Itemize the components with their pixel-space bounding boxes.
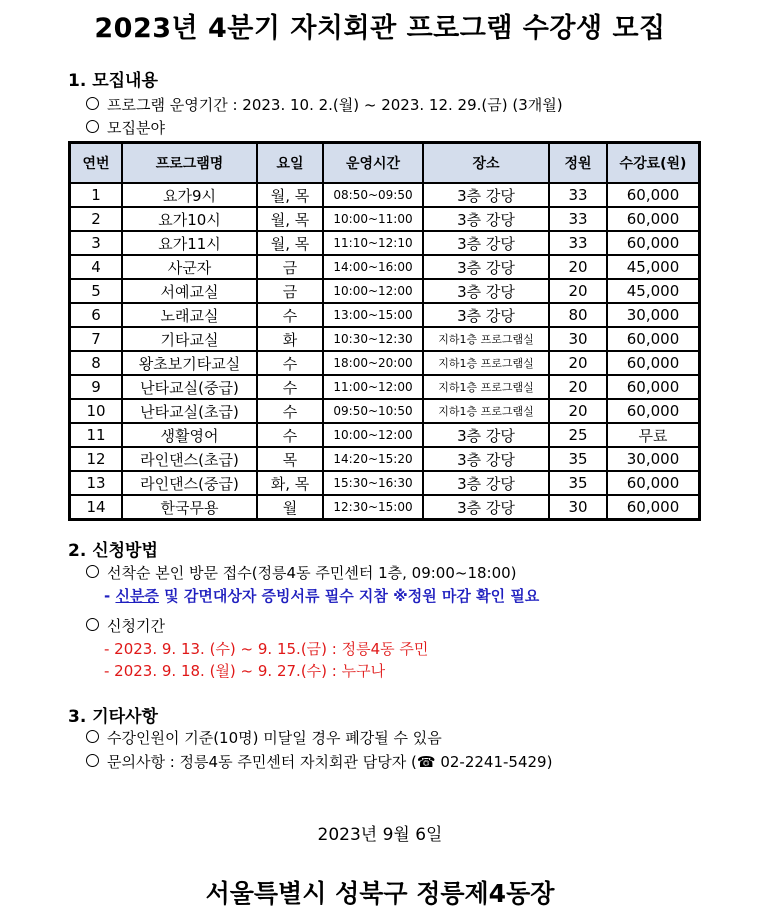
circle-bullet-icon [86,730,99,743]
cell-no: 13 [70,471,122,495]
cell-capacity: 33 [549,207,607,231]
cell-no: 14 [70,495,122,519]
cell-fee: 60,000 [607,183,699,207]
cell-capacity: 35 [549,447,607,471]
cell-no: 6 [70,303,122,327]
application-method-text: 선착순 본인 방문 접수(정릉4동 주민센터 1층, 09:00~18:00) [107,564,517,582]
table-header-row [70,143,699,183]
cell-capacity: 20 [549,279,607,303]
cell-day: 월, 목 [257,183,323,207]
cell-program: 서예교실 [122,279,257,303]
table-row [70,279,699,303]
cell-capacity: 35 [549,471,607,495]
cell-place: 지하1층 프로그램실 [423,351,549,375]
cell-place: 3층 강당 [423,279,549,303]
cell-place: 3층 강당 [423,303,549,327]
cell-day: 금 [257,255,323,279]
cell-time: 13:00~15:00 [323,303,423,327]
cell-program: 노래교실 [122,303,257,327]
table-row [70,471,699,495]
cell-fee: 60,000 [607,495,699,519]
cell-program: 라인댄스(중급) [122,471,257,495]
application-period-anyone: - 2023. 9. 18. (월) ~ 9. 27.(수) : 누구나 [104,662,386,680]
circle-bullet-icon [86,97,99,110]
cell-time: 10:00~12:00 [323,279,423,303]
cell-time: 18:00~20:00 [323,351,423,375]
header-time: 운영시간 [323,143,423,183]
header-capacity: 정원 [549,143,607,183]
cell-fee: 30,000 [607,303,699,327]
cell-time: 14:00~16:00 [323,255,423,279]
note-rest: 및 감면대상자 증빙서류 필수 지참 ※정원 마감 확인 필요 [158,587,540,605]
cell-time: 08:50~09:50 [323,183,423,207]
cell-no: 9 [70,375,122,399]
cell-program: 라인댄스(초급) [122,447,257,471]
cell-no: 3 [70,231,122,255]
cell-place: 3층 강당 [423,471,549,495]
cell-capacity: 30 [549,327,607,351]
cell-day: 금 [257,279,323,303]
cell-day: 수 [257,351,323,375]
cell-place: 3층 강당 [423,231,549,255]
required-documents-note [104,585,539,606]
circle-bullet-icon [86,565,99,578]
cell-day: 월, 목 [257,231,323,255]
cancellation-note [86,727,442,748]
cell-program: 요가11시 [122,231,257,255]
cell-no: 1 [70,183,122,207]
issuing-organization: 서울특별시 성북구 정릉제4동장 [205,879,555,908]
application-method [86,562,517,583]
cell-capacity: 33 [549,183,607,207]
cell-fee: 60,000 [607,207,699,231]
section3-heading: 3. 기타사항 [68,707,158,727]
cell-place: 3층 강당 [423,207,549,231]
program-table [68,141,701,521]
cell-no: 8 [70,351,122,375]
cell-place: 지하1층 프로그램실 [423,399,549,423]
cell-program: 난타교실(초급) [122,399,257,423]
header-day: 요일 [257,143,323,183]
table-row [70,303,699,327]
cell-no: 11 [70,423,122,447]
cell-fee: 45,000 [607,279,699,303]
cell-fee: 60,000 [607,471,699,495]
cell-day: 수 [257,399,323,423]
operation-period-text: 프로그램 운영기간 : 2023. 10. 2.(월) ~ 2023. 12. 29.(금) (3개월) [107,96,563,114]
application-period-residents: - 2023. 9. 13. (수) ~ 9. 15.(금) : 정릉4동 주민 [104,640,429,658]
cell-place: 3층 강당 [423,183,549,207]
cell-day: 월, 목 [257,207,323,231]
cell-day: 목 [257,447,323,471]
table-row [70,495,699,519]
cell-place: 3층 강당 [423,423,549,447]
cell-program: 생활영어 [122,423,257,447]
cell-fee: 60,000 [607,231,699,255]
cell-fee: 60,000 [607,351,699,375]
cell-no: 10 [70,399,122,423]
header-fee: 수강료(원) [607,143,699,183]
operation-period [86,94,563,115]
table-row [70,423,699,447]
circle-bullet-icon [86,120,99,133]
cell-no: 4 [70,255,122,279]
issue-date: 2023년 9월 6일 [317,825,443,845]
cancellation-note-text: 수강인원이 기준(10명) 미달일 경우 폐강될 수 있음 [107,729,442,747]
cell-fee: 무료 [607,423,699,447]
contact-info-text: 문의사항 : 정릉4동 주민센터 자치회관 담당자 (☎ 02-2241-5429) [107,753,553,771]
table-row [70,399,699,423]
cell-place: 3층 강당 [423,447,549,471]
cell-place: 지하1층 프로그램실 [423,375,549,399]
cell-fee: 45,000 [607,255,699,279]
table-row [70,183,699,207]
cell-time: 10:30~12:30 [323,327,423,351]
cell-no: 12 [70,447,122,471]
cell-fee: 60,000 [607,375,699,399]
table-row [70,231,699,255]
cell-place: 3층 강당 [423,495,549,519]
id-card-text: 신분증 [115,587,159,605]
cell-program: 한국무용 [122,495,257,519]
cell-fee: 30,000 [607,447,699,471]
note-dash: - [104,587,116,605]
circle-bullet-icon [86,618,99,631]
circle-bullet-icon [86,754,99,767]
cell-capacity: 20 [549,399,607,423]
cell-time: 10:00~11:00 [323,207,423,231]
application-period-label [86,615,165,636]
recruit-field [86,117,165,138]
cell-program: 요가10시 [122,207,257,231]
cell-time: 12:30~15:00 [323,495,423,519]
cell-day: 수 [257,375,323,399]
cell-day: 월 [257,495,323,519]
page-title: 2023년 4분기 자치회관 프로그램 수강생 모집 [94,13,666,44]
cell-place: 3층 강당 [423,255,549,279]
contact-info [86,751,552,772]
cell-no: 2 [70,207,122,231]
cell-program: 기타교실 [122,327,257,351]
cell-capacity: 20 [549,255,607,279]
cell-capacity: 20 [549,351,607,375]
cell-day: 화 [257,327,323,351]
cell-time: 11:00~12:00 [323,375,423,399]
section1-heading: 1. 모집내용 [68,71,158,91]
cell-day: 화, 목 [257,471,323,495]
cell-day: 수 [257,303,323,327]
table-row [70,255,699,279]
header-no: 연번 [70,143,122,183]
cell-program: 왕초보기타교실 [122,351,257,375]
cell-no: 7 [70,327,122,351]
cell-time: 15:30~16:30 [323,471,423,495]
header-place: 장소 [423,143,549,183]
cell-capacity: 25 [549,423,607,447]
section2-heading: 2. 신청방법 [68,541,158,561]
cell-program: 요가9시 [122,183,257,207]
cell-day: 수 [257,423,323,447]
header-program: 프로그램명 [122,143,257,183]
cell-time: 09:50~10:50 [323,399,423,423]
application-period-label-text: 신청기간 [107,617,165,635]
table-row [70,327,699,351]
cell-time: 11:10~12:10 [323,231,423,255]
cell-place: 지하1층 프로그램실 [423,327,549,351]
cell-capacity: 20 [549,375,607,399]
cell-capacity: 30 [549,495,607,519]
cell-no: 5 [70,279,122,303]
cell-time: 14:20~15:20 [323,447,423,471]
table-row [70,207,699,231]
table-row [70,351,699,375]
cell-capacity: 80 [549,303,607,327]
cell-capacity: 33 [549,231,607,255]
cell-program: 난타교실(중급) [122,375,257,399]
table-row [70,447,699,471]
cell-fee: 60,000 [607,399,699,423]
table-row [70,375,699,399]
cell-time: 10:00~12:00 [323,423,423,447]
cell-fee: 60,000 [607,327,699,351]
recruit-field-text: 모집분야 [107,119,165,137]
cell-program: 사군자 [122,255,257,279]
